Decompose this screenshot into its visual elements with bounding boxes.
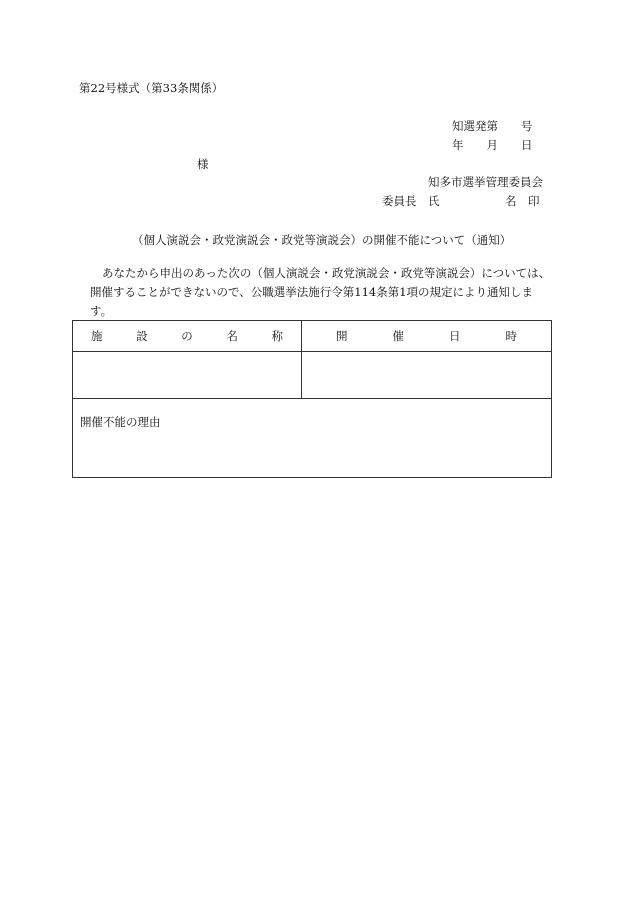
header-char: 開 bbox=[336, 329, 348, 343]
header-char: 時 bbox=[505, 329, 517, 343]
issuer-committee: 知多市選挙管理委員会 bbox=[428, 175, 543, 189]
chair-title: 委員長 氏 bbox=[382, 194, 440, 208]
header-char: 設 bbox=[136, 329, 148, 343]
header-char: 称 bbox=[271, 329, 283, 343]
body-paragraph: あなたから申出のあった次の（個人演説会・政党演説会・政党等演説会）については、開催することができないので、公職選挙法施行令第114条第1項の規定により通知します。 bbox=[90, 266, 551, 318]
addressee-suffix: 様 bbox=[197, 157, 209, 171]
reason-row bbox=[73, 399, 552, 478]
header-char: 日 bbox=[449, 329, 461, 343]
document-title: （個人演説会・政党演説会・政党等演説会）の開催不能について（通知） bbox=[132, 233, 512, 247]
datetime-cell[interactable] bbox=[302, 352, 552, 399]
document-date: 年 月 日 bbox=[452, 138, 533, 152]
document-number: 知選発第 号 bbox=[452, 119, 533, 133]
datetime-header bbox=[302, 321, 552, 352]
header-char: 催 bbox=[392, 329, 404, 343]
form-number: 第22号様式（第33条関係） bbox=[79, 81, 224, 95]
reason-label: 開催不能の理由 bbox=[80, 415, 161, 429]
header-char: の bbox=[181, 329, 193, 343]
name-seal-label: 名 印 bbox=[505, 194, 540, 208]
table-entry-row bbox=[73, 352, 552, 399]
facility-name-cell[interactable] bbox=[73, 352, 302, 399]
reason-cell[interactable] bbox=[73, 399, 552, 478]
issuer-chair bbox=[382, 193, 540, 209]
notice-form-table bbox=[72, 320, 552, 478]
table-header-row bbox=[73, 321, 552, 352]
header-char: 名 bbox=[226, 329, 238, 343]
header-char: 施 bbox=[91, 329, 103, 343]
facility-name-header bbox=[73, 321, 302, 352]
